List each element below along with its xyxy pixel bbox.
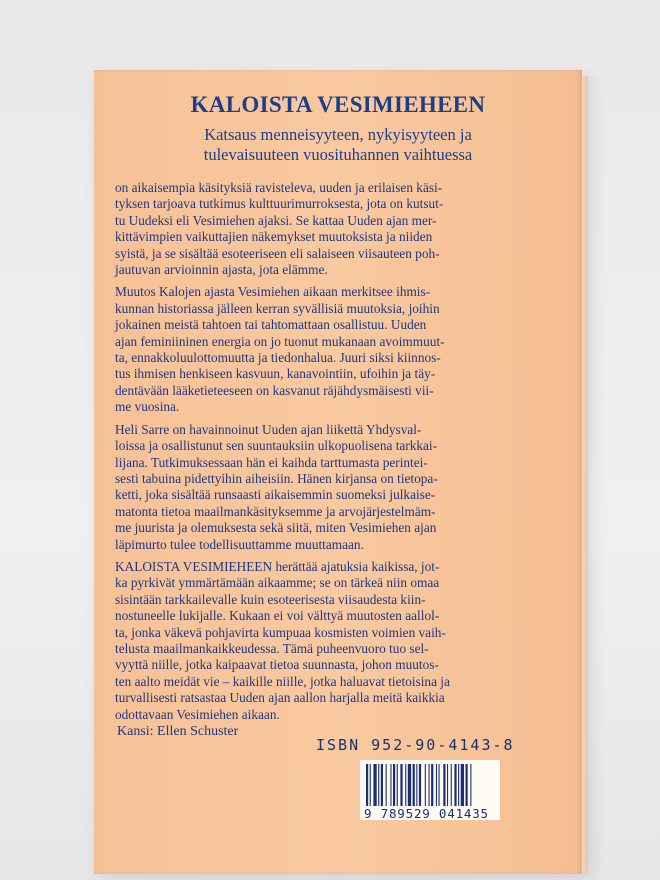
barcode-bar — [366, 764, 368, 806]
barcode-bar — [470, 764, 471, 806]
barcode-bar — [373, 764, 376, 806]
barcode-bar — [413, 764, 415, 806]
barcode-bar — [458, 764, 459, 806]
barcode-bar — [393, 764, 395, 806]
barcode-bar — [461, 764, 464, 806]
page-edges — [582, 76, 588, 874]
book-subtitle — [134, 125, 542, 165]
blurb-paragraph: KALOISTA VESIMIEHEEN herättää ajatuksia kaikissa, jot- ka pyrkivät ymmärtämään aikaamme; se on tärkeä niin omaa sisintään tarkkailevalle kuin esoteerisesta viisaudesta kiin- nostuneelle lukijalle. Kukaan ei voi välttyä muutosten aallol- ta, jonka väkevä pohjavirta kumpuaa kosmisten voimien vaih- telusta maailmankaikkeudessa. Tämä puheenvuoro tuo sel- vyyttä niille, jotka kaipaavat tietoa suunnasta, johon muutos- ten aalto meidät vie – kaikille niille, jotka haluavat tietoisina ja turvallisesti ratsastaa Uuden ajan aallon harjalla meitä kaikkia odottavaan Vesimiehen aikaan. — [115, 558, 450, 722]
barcode-bar — [431, 764, 433, 806]
barcode-bar — [439, 764, 440, 806]
blurb-paragraph: on aikaisempia käsityksiä ravisteleva, uuden ja erilaisen käsi- tyksen tarjoava tutkimus kulttuurimurroksesta, jota on kutsut- tu Uudeksi eli Vesimiehen ajaksi. Se kattaa Uuden ajan mer- kittävimpien vaikuttajien näkemykset muutoksista ja niiden syistä, ja se sisältää esoteeriseen eli salaiseen viisauteen poh- jautuvan arvioinnin ajasta, jota elämme. — [115, 180, 444, 278]
barcode-bar — [378, 764, 379, 806]
barcode-bar — [370, 764, 371, 806]
blurb-paragraph: Heli Sarre on havainnoinut Uuden ajan liikettä Yhdysval- loissa ja osallistunut sen suuntauksiin ulkopuolisena tarkkai- lijana. Tutkimuksessaan hän ei kaihda tarttumasta perintei- sesti tabuina pidettyihin aiheisiin. Hänen kirjansa on tietopa- ketti, joka sisältää runsaasti aikaisemmin suomeksi julkaise- matonta tietoa maailmankäsityksemme ja arvojärjestelmäm- me juurista ja olemuksesta sekä siitä, miten Vesimiehen ajan läpimurto tulee todellisuuttamme muuttamaan. — [115, 421, 438, 552]
barcode-bar — [416, 764, 417, 806]
barcode-bar — [381, 764, 383, 806]
isbn-label: ISBN 952-90-4143-8 — [316, 736, 515, 754]
barcode-bar — [429, 764, 430, 806]
barcode-bar — [397, 764, 398, 806]
subtitle-line: Katsaus menneisyyteen, nykyisyyteen ja — [204, 125, 472, 144]
barcode-bar — [447, 764, 448, 806]
barcode-bar — [386, 764, 387, 806]
book-back-cover — [94, 70, 582, 874]
book-title: KALOISTA VESIMIEHEEN — [190, 92, 486, 117]
barcode-bar — [400, 764, 402, 806]
blurb-text — [115, 180, 508, 729]
blurb-paragraph: Muutos Kalojen ajasta Vesimiehen aikaan merkitsee ihmis- kunnan historiassa jälleen kerran syvällisiä muutoksia, joihin jokainen meistä tahtoen tai tahtomattaan osallistuu. Uuden ajan feminiininen energia on jo tuonut mukanaan avoimmuut- ta, ennakkoluulottomuutta ja tiedonhalua. Juuri siksi kiinnos- tus ihmisen henkiseen kasvuun, kanavointiin, ufoihin ja täy- dentävään lääketieteeseen on kasvanut räjähdysmäisesti vii- me vuosina. — [115, 284, 445, 415]
barcode-bar — [390, 764, 391, 806]
barcode-bar — [419, 764, 421, 806]
barcode-bar — [405, 764, 406, 806]
barcode-number: 9 789529 041435 — [364, 806, 489, 821]
barcode-bar — [436, 764, 437, 806]
cover-credit: Kansi: Ellen Schuster — [117, 724, 239, 739]
barcode-bar — [408, 764, 411, 806]
barcode-bar — [425, 764, 426, 806]
barcode-bar — [454, 764, 456, 806]
barcode-bars-icon — [364, 764, 496, 806]
subtitle-line: tulevaisuuteen vuosituhannen vaihtuessa — [203, 145, 473, 164]
barcode-bar — [451, 764, 452, 806]
barcode-bar — [466, 764, 468, 806]
barcode-bar — [443, 764, 445, 806]
